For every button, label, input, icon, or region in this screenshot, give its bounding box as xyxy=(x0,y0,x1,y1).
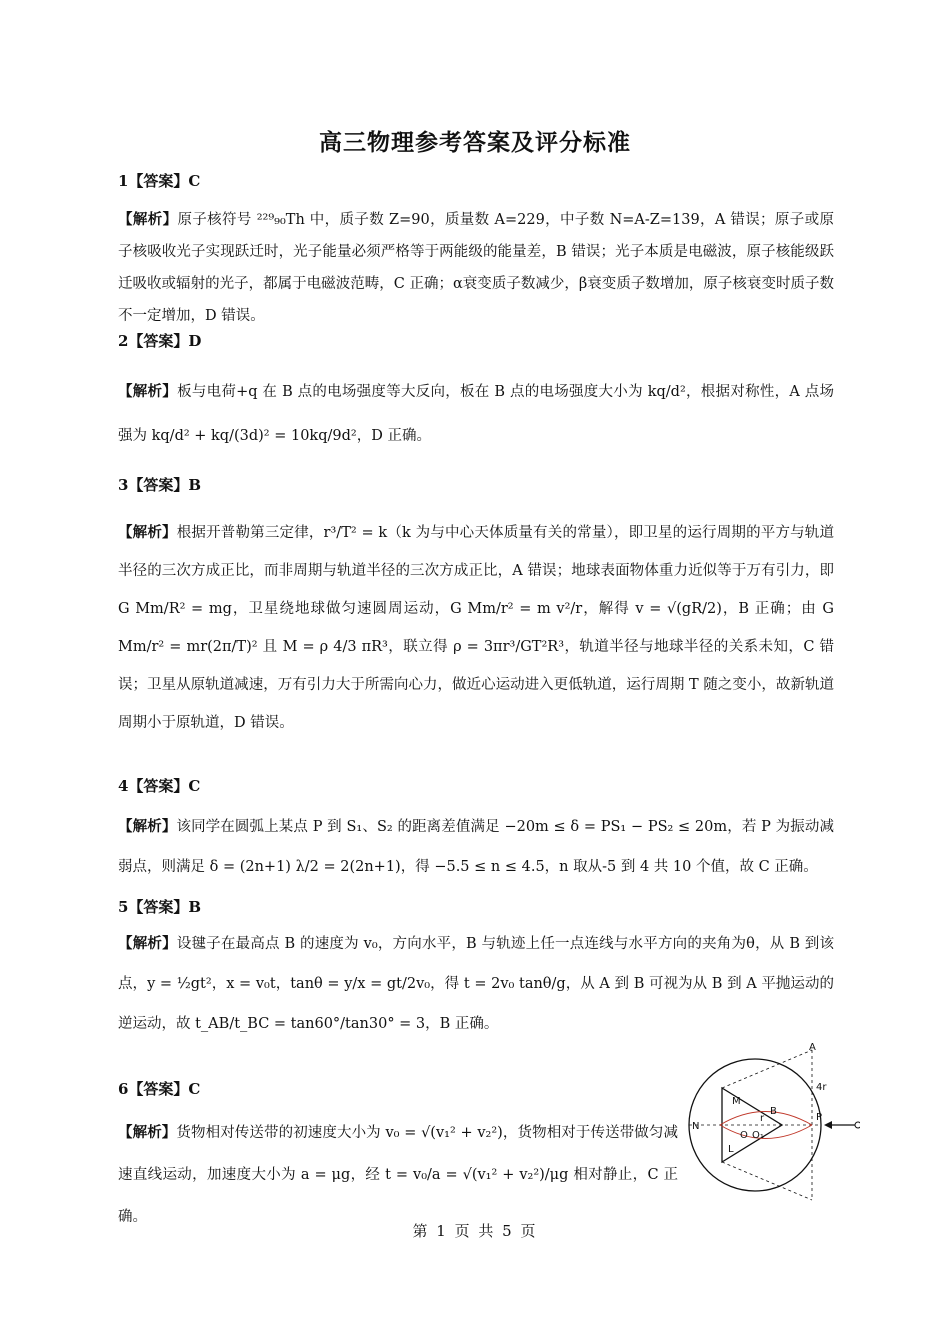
arrow-head xyxy=(824,1121,832,1129)
answer-line: 4【答案】C xyxy=(118,777,201,795)
label-o1: O₁ xyxy=(752,1130,764,1141)
label-b: B xyxy=(770,1106,777,1117)
page-title: 高三物理参考答案及评分标准 xyxy=(319,130,631,156)
answer-line: 2【答案】D xyxy=(118,332,202,350)
question-5 xyxy=(118,896,834,1044)
analysis-text: 板与电荷+q 在 B 点的电场强度等大反向，板在 B 点的电场强度大小为 kq/d²，根据对称性，A 点场强为 kq/d² + kq/(3d)² = 10kq/9d²，D 正确。 xyxy=(118,384,834,444)
label-m: M xyxy=(732,1096,741,1107)
analysis-tag: 【解析】 xyxy=(118,935,177,952)
analysis-paragraph xyxy=(118,924,834,1044)
question-2 xyxy=(118,330,834,458)
analysis-tag: 【解析】 xyxy=(118,211,178,228)
analysis-paragraph xyxy=(118,204,834,332)
page-footer: 第 1 页 共 5 页 xyxy=(412,1222,538,1240)
analysis-paragraph xyxy=(118,514,834,742)
label-o: O xyxy=(740,1130,748,1141)
analysis-tag: 【解析】 xyxy=(118,524,177,541)
label-p: P xyxy=(816,1112,823,1123)
label-l: L xyxy=(728,1144,734,1155)
analysis-tag: 【解析】 xyxy=(118,383,178,400)
answer-line: 6【答案】C xyxy=(118,1080,201,1098)
label-r: r xyxy=(760,1113,765,1124)
geometry-figure xyxy=(680,1040,860,1210)
analysis-paragraph xyxy=(118,370,834,458)
analysis-paragraph xyxy=(118,807,834,887)
analysis-tag: 【解析】 xyxy=(118,818,177,835)
analysis-text: 根据开普勒第三定律，r³/T² = k（k 为与中心天体质量有关的常量），即卫星的运行周期的平方与轨道半径的三次方成正比，而非周期与轨道半径的三次方成正比，A 错误；地球表面物体重力近似等于万有引力，即 G Mm/R² = mg，卫星绕地球做匀速圆周运动，G Mm/r² = m v²/r，解得 v = √(gR/2)，B 正确；由 G Mm/r² = mr(2π/T)² 且 M = ρ 4/3 πR³，联立得 ρ = 3πr³/GT²R³，轨道半径与地球半径的关系未知，C 错误；卫星从原轨道减速，万有引力大于所需向心力，做近心运动进入更低轨道，运行周期 T 随之变小，故新轨道周期小于原轨道，D 错误。 xyxy=(118,525,834,731)
answer-line: 3【答案】B xyxy=(118,476,202,494)
analysis-text: 设毽子在最高点 B 的速度为 v₀，方向水平，B 与轨迹上任一点连线与水平方向的夹角为θ，从 B 到该点，y = ½gt²，x = v₀t，tanθ = y/x = gt/2v₀，得 t = 2v₀ tanθ/g，从 A 到 B 可视为从 B 到 A 平抛运动的逆运动，故 t_AB/t_BC = tan60°/tan30° = 3，B 正确。 xyxy=(118,936,834,1032)
label-n: N xyxy=(692,1121,700,1132)
red-arc-lower xyxy=(720,1125,812,1139)
question-4 xyxy=(118,775,834,887)
answer-line: 1【答案】C xyxy=(118,172,201,190)
label-4r: 4r xyxy=(816,1082,827,1093)
answer-line: 5【答案】B xyxy=(118,898,202,916)
question-3 xyxy=(118,474,834,742)
analysis-tag: 【解析】 xyxy=(118,1124,177,1141)
lower-dashed-line xyxy=(722,1162,812,1200)
upper-dashed-line xyxy=(722,1050,812,1088)
question-6 xyxy=(118,1078,678,1238)
analysis-text: 货物相对传送带的初速度大小为 v₀ = √(v₁² + v₂²)，货物相对于传送带做匀减速直线运动，加速度大小为 a = μg，经 t = v₀/a = √(v₁² + v₂²)/μg 相对静止，C 正确。 xyxy=(118,1125,678,1225)
analysis-text: 该同学在圆弧上某点 P 到 S₁、S₂ 的距离差值满足 −20m ≤ δ = PS₁ − PS₂ ≤ 20m，若 P 为振动减弱点，则满足 δ = (2n+1) λ/2 = 2(2n+1)，得 −5.5 ≤ n ≤ 4.5，n 取从-5 到 4 共 10 个值，故 C 正确。 xyxy=(118,819,834,875)
question-1 xyxy=(118,170,834,332)
arrow-origin xyxy=(855,1122,860,1128)
label-a: A xyxy=(809,1042,816,1053)
red-arc-upper xyxy=(720,1112,812,1126)
analysis-text: 原子核符号 ²²⁹₉₀Th 中，质子数 Z=90，质量数 A=229，中子数 N=A-Z=139，A 错误；原子或原子核吸收光子实现跃迁时，光子能量必须严格等于两能级的能量差，B 错误；光子本质是电磁波，原子核能级跃迁吸收或辐射的光子，都属于电磁波范畴，C 正确；α衰变质子数减少，β衰变质子数增加，原子核衰变时质子数不一定增加，D 错误。 xyxy=(118,212,835,324)
